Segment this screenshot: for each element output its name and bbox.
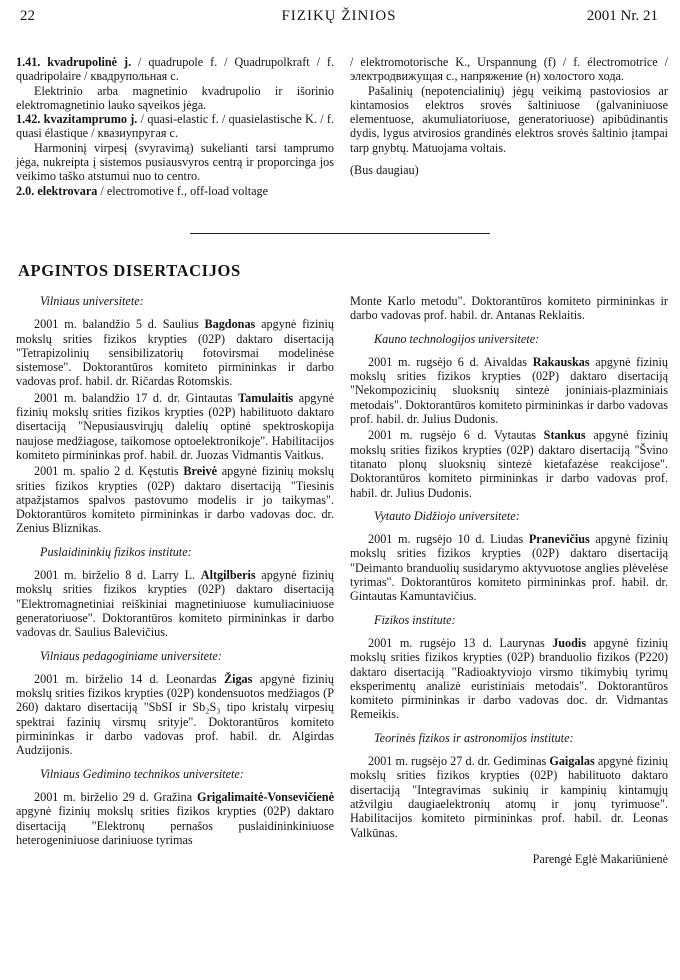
author-name: Stankus [543, 428, 586, 443]
author-name: Bagdonas [204, 317, 256, 332]
glossary-definition: Elektrinio arba magnetinio kvadrupolio ir išorinio elektromagnetinio lauko sąveikos jėga. [16, 83, 334, 112]
glossary-entry: 2.0. elektrovara / electromotive f., off-load voltage [16, 183, 269, 198]
glossary-term: 1.42. kvazitamprumo j. [16, 112, 138, 127]
journal-title: FIZIKŲ ŽINIOS [281, 8, 397, 24]
author-name: Altgilberis [200, 568, 256, 583]
institution-heading: Puslaidininkių fizikos institute: [40, 544, 192, 559]
author-name: Grigalimaitė-Vonsevičienė [197, 789, 334, 804]
running-header [20, 8, 658, 30]
glossary-left-column [16, 55, 334, 198]
dissertation-entry: 2001 m. rugsėjo 13 d. Laurynas Juodis apgynė fizinių mokslų srities fizikos krypties (02P) branduolio fizikos (P220) daktaro disertaciją "Radioaktyviojo virsmo tikimybių tyrimų eksperimentų analizė euristiniais metodais". Doktorantūros komiteto pirmininkas ir darbo vadovas doc. dr. Vidmantas Remeikis. [350, 635, 668, 722]
institution-heading: Fizikos institute: [374, 612, 456, 627]
page-number: 22 [20, 8, 35, 24]
dissertation-entry: 2001 m. balandžio 5 d. Saulius Bagdonas apgynė fizinių mokslų srities fizikos krypties (02P) daktaro disertaciją "Tetrapizolinių sensibilizatorių fotovirsmai modelinėse sistemose". Doktorantūros komiteto pirmininkas ir darbo vadovas prof. habil. dr. Ričardas Rotomskis. [16, 317, 334, 389]
institution-heading: Vilniaus Gedimino technikos universitete: [40, 766, 244, 781]
dissertation-entry: 2001 m. balandžio 17 d. dr. Gintautas Tamulaitis apgynė fizinių mokslų srities fizikos krypties (02P) habilituoto daktaro disertaciją "Nepusiausvirųjų dalelių optinė spektroskopija naujose medžiagose, taikomose optoelektronikoje". Habilitacijos komiteto pirmininkas prof. habil. dr. Juozas Vidmantis Vaitkus. [16, 390, 334, 462]
author-name: Gaigalas [549, 754, 595, 769]
institution-heading: Kauno technologijos universitete: [374, 331, 540, 346]
issue-number: 2001 Nr. 21 [586, 8, 658, 24]
dissertation-entry: 2001 m. rugsėjo 27 d. dr. Gediminas Gaigalas apgynė fizinių mokslų srities fizikos krypties (02P) habilituoto daktaro disertaciją "Integravimas sukinių ir kampinių kintamųjų atžvilgiu daugiaelektronių atomų ir jonų tyrimuose". Habilitacijos komiteto pirmininkas prof. habil. dr. Leonas Valkūnas. [350, 754, 669, 840]
dissertation-entry: 2001 m. rugsėjo 10 d. Liudas Pranevičius apgynė fizinių mokslų srities fizikos krypties (02P) daktaro disertaciją "Deimanto branduolių susidarymo aktyvuotose anglies plėvelėse tyrimas". Doktorantūros komiteto pirmininkas prof. habil. dr. Gintautas Kamuntavičius. [350, 532, 668, 604]
prepared-by-signature: Parengė Eglė Makariūnienė [532, 851, 668, 866]
dissertation-entry: 2001 m. spalio 2 d. Kęstutis Breivė apgynė fizinių mokslų srities fizikos krypties (02P) daktaro disertaciją "Tiesinis atpažįstamos spalvos pastovumo modelis ir jo taikymas". Doktorantūros komiteto pirmininkas ir darbo vadovas doc. dr. Zenius Bliznikas. [16, 464, 334, 536]
author-name: Žigas [223, 671, 253, 686]
institution-heading: Teorinės fizikos ir astronomijos institute: [374, 730, 574, 745]
author-name: Tamulaitis [238, 390, 294, 405]
dissertation-entry: 2001 m. rugsėjo 6 d. Aivaldas Rakauskas apgynė fizinių mokslų srities fizikos krypties (02P) daktaro disertaciją "Nekompozicinių sluoksnių sintezė joniniais-plazminiais metodais". Doktorantūros komiteto pirmininkas ir darbo vadovas prof. habil. dr. Julius Dudonis. [350, 354, 668, 427]
glossary-definition: Harmoninį virpesį (svyravimą) sukelianti tarsi tamprumo jėga, nukreipta į sistemos pusiausvyros centrą ir proporcinga jos veikimo taško atstumui nuo to centro. [16, 140, 334, 184]
dissertation-entry: 2001 m. birželio 29 d. Gražina Grigalimaitė-Vonsevičienė apgynė fizinių mokslų srities fizikos krypties (02P) daktaro disertaciją "Elektronų pernašos puslaidininkiniuose heterogeniniuose dariniuose tyrimas [16, 789, 334, 847]
author-name: Rakauskas [532, 354, 590, 369]
institution-heading: Vytauto Didžiojo universitete: [374, 508, 520, 523]
to-be-continued-note: (Bus daugiau) [350, 163, 419, 178]
glossary-definition: Pašalinių (nepotencialinių) jėgų veikimą pastoviosios ar kintamosios elektros srovės šaltiniuose (galvaniniuose elementuose, akumuliatoriuose, generatoriuose) apibūdinantis dydis, lygus atvirosios grandinės elektros srovės šaltinio įtampai tarp gnybtų. Matuojama voltais. [350, 83, 668, 155]
section-heading: APGINTOS DISERTACIJOS [18, 261, 241, 280]
author-name: Breivė [183, 464, 217, 479]
author-name: Pranevičius [528, 532, 590, 547]
dissertations-left-column [16, 294, 334, 849]
author-name: Juodis [552, 635, 587, 650]
institution-heading: Vilniaus pedagoginiame universitete: [40, 648, 222, 663]
glossary-continuation: / elektromotorische K., Urspannung (f) / f. électromotrice / электродвижущая с., напряжение (н) холостого хода. [350, 55, 668, 84]
glossary-term: 1.41. kvadrupolinė j. [16, 55, 132, 69]
glossary-term: 2.0. elektrovara [16, 183, 98, 198]
dissertations-right-column [350, 294, 668, 866]
glossary-right-column [350, 55, 668, 177]
dissertation-entry: 2001 m. rugsėjo 6 d. Vytautas Stankus apgynė fizinių mokslų srities fizikos krypties (02P) daktaro disertaciją "Švino titanato plonų sluoksnių sintezė kietafazėse reakcijose". Doktorantūros komiteto pirmininkas ir darbo vadovas prof. habil. dr. Julius Dudonis. [350, 428, 668, 500]
glossary-entry: 1.42. kvazitamprumo j. / quasi-elastic f. / quasielastische K. / f. quasi élastique / квазиупругая с. [16, 112, 334, 141]
section-divider [190, 233, 490, 234]
dissertation-entry-continuation: Monte Karlo metodu". Doktorantūros komiteto pirmininkas ir darbo vadovas prof. habil. dr. Antanas Reklaitis. [350, 294, 668, 323]
dissertation-entry: 2001 m. birželio 14 d. Leonardas Žigas apgynė fizinių mokslų srities fizikos krypties (02P) kondensuotos medžiagos (P 260) daktaro disertaciją "SbSI ir Sb₂S₃ tipo kristalų virpesių spektrai fazinių virsmų srityje". Doktorantūros komiteto pirmininkas ir darbo vadovas prof. habil. dr. Algirdas Audzijonis. [16, 671, 334, 758]
glossary-entry: 1.41. kvadrupolinė j. / quadrupole f. / Quadrupolkraft / f. quadripolaire / квадрупольная с. [16, 55, 335, 84]
institution-heading: Vilniaus universitete: [40, 294, 144, 308]
dissertation-entry: 2001 m. birželio 8 d. Larry L. Altgilberis apgynė fizinių mokslų srities fizikos krypties (02P) daktaro disertaciją "Elektromagnetiniai reiškiniai magnetiniuose kumuliaciniuose generatoriuose". Doktorantūros komiteto pirmininkas ir darbo vadovas dr. Saulius Balevičius. [16, 568, 334, 640]
